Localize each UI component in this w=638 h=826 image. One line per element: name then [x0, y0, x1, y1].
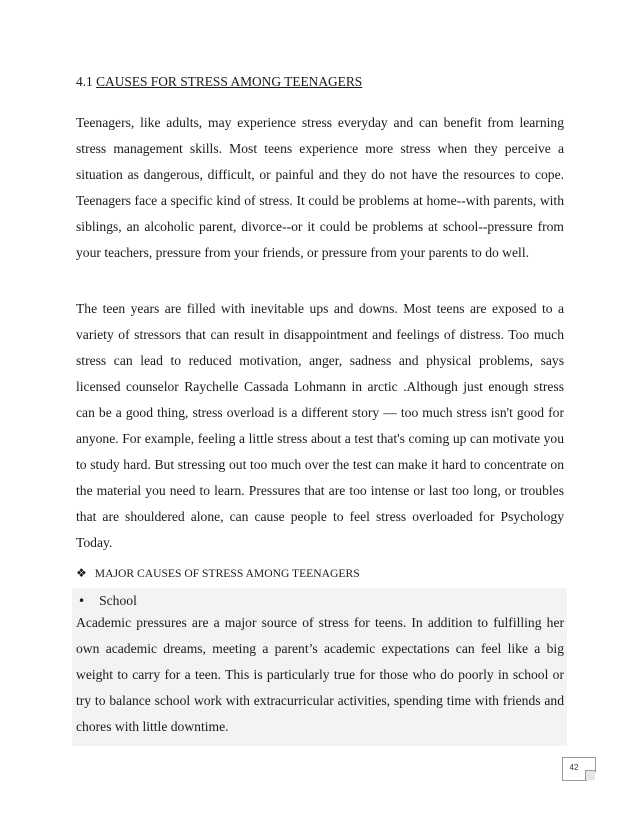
- diamond-bullet-icon: ❖: [76, 566, 87, 580]
- subsection-heading: [76, 564, 564, 583]
- subsection-title: MAJOR CAUSES OF STRESS AMONG TEENAGERS: [94, 567, 360, 580]
- page-corner-fold-icon: [585, 770, 595, 780]
- page-number: 42: [569, 763, 579, 772]
- section-number: 4.1: [76, 74, 93, 89]
- section-heading: [76, 72, 576, 92]
- paragraph-school: Academic pressures are a major source of stress for teens. In addition to fulfilling her own academic dreams, meeting a parent’s academic expectations can feel like a big weight to carry for a teen. This is particularly true for those who do poorly in school or try to balance school work with extracurricular activities, spending time with friends and chores with little downtime.: [76, 615, 564, 734]
- paragraph-intro: Teenagers, like adults, may experience stress everyday and can benefit from learning stress management skills. Most teens experience more stress when they perceive a situation as dangerous, difficult, or painful and they do not have the resources to cope. Teenagers face a specific kind of stress. It could be problems at home--with parents, with siblings, an alcoholic parent, divorce--or it could be problems at school--pressure from your teachers, pressure from your friends, or pressure from your parents to do well.: [76, 115, 564, 260]
- paragraph-teen-years: The teen years are filled with inevitable ups and downs. Most teens are exposed to a variety of stressors that can result in disappointment and feelings of distress. Too much stress can lead to reduced motivation, anger, sadness and physical problems, says licensed counselor Raychelle Cassada Lohmann in arctic .Although just enough stress can be a good thing, stress overload is a different story — too much stress isn't good for anyone. For example, feeling a little stress about a test that's coming up can motivate you to study hard. But stressing out too much over the test can make it hard to concentrate on the material you need to learn. Pressures that are too intense or last too long, or troubles that are shouldered alone, can cause people to feel stress overloaded for Psychology Today.: [76, 301, 564, 550]
- bullet-label: School: [99, 593, 137, 608]
- bullet-item-school: [78, 590, 558, 612]
- section-title: CAUSES FOR STRESS AMONG TEENAGERS: [96, 74, 363, 89]
- bullet-dot-icon: •: [78, 594, 86, 608]
